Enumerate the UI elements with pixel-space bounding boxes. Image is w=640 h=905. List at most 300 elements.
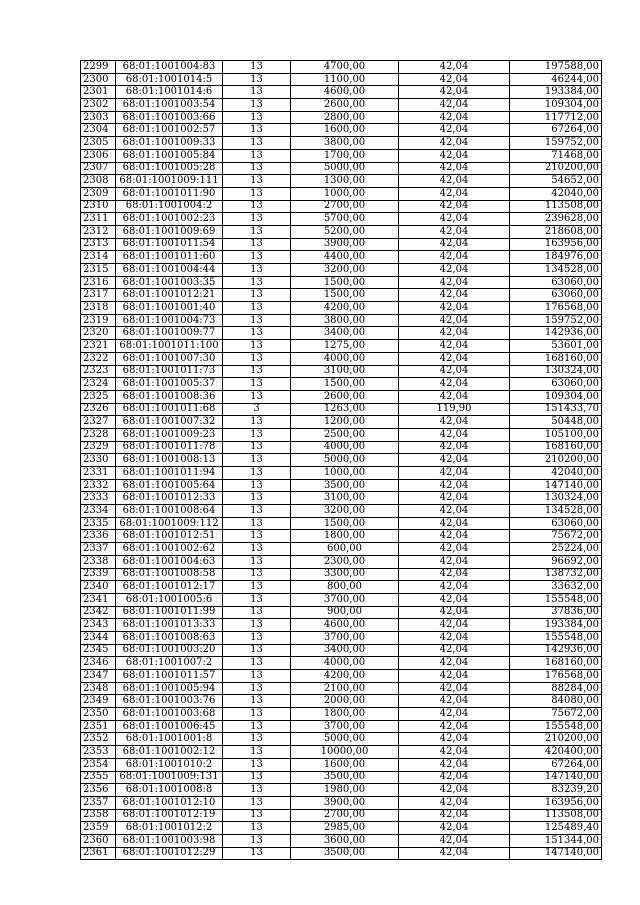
value-cell: 54652,00 bbox=[510, 175, 602, 188]
category-code-cell: 13 bbox=[223, 340, 291, 353]
value-cell: 33632,00 bbox=[510, 581, 602, 594]
row-number-cell: 2324 bbox=[81, 378, 116, 391]
row-number-cell: 2333 bbox=[81, 492, 116, 505]
cadastral-number-cell: 68:01:1001003:35 bbox=[116, 276, 223, 289]
category-code-cell: 13 bbox=[223, 733, 291, 746]
cadastral-number-cell: 68:01:1001009:131 bbox=[116, 771, 223, 784]
category-code-cell: 13 bbox=[223, 264, 291, 277]
row-number-cell: 2356 bbox=[81, 784, 116, 797]
cadastral-number-cell: 68:01:1001009:77 bbox=[116, 327, 223, 340]
area-cell: 1200,00 bbox=[291, 416, 399, 429]
area-cell: 900,00 bbox=[291, 606, 399, 619]
row-number-cell: 2345 bbox=[81, 644, 116, 657]
land-registry-table bbox=[80, 60, 602, 860]
row-number-cell: 2353 bbox=[81, 746, 116, 759]
value-cell: 239628,00 bbox=[510, 213, 602, 226]
area-cell: 5200,00 bbox=[291, 225, 399, 238]
area-cell: 4000,00 bbox=[291, 657, 399, 670]
row-number-cell: 2318 bbox=[81, 302, 116, 315]
value-cell: 151433,70 bbox=[510, 403, 602, 416]
cadastral-number-cell: 68:01:1001005:84 bbox=[116, 149, 223, 162]
area-cell: 3500,00 bbox=[291, 847, 399, 860]
rate-cell: 42,04 bbox=[399, 809, 510, 822]
row-number-cell: 2315 bbox=[81, 264, 116, 277]
rate-cell: 42,04 bbox=[399, 796, 510, 809]
cadastral-number-cell: 68:01:1001003:98 bbox=[116, 834, 223, 847]
category-code-cell: 13 bbox=[223, 581, 291, 594]
cadastral-number-cell: 68:01:1001005:94 bbox=[116, 682, 223, 695]
row-number-cell: 2354 bbox=[81, 758, 116, 771]
value-cell: 176568,00 bbox=[510, 302, 602, 315]
rate-cell: 42,04 bbox=[399, 606, 510, 619]
rate-cell: 42,04 bbox=[399, 670, 510, 683]
rate-cell: 42,04 bbox=[399, 213, 510, 226]
category-code-cell: 13 bbox=[223, 834, 291, 847]
cadastral-number-cell: 68:01:1001008:63 bbox=[116, 631, 223, 644]
area-cell: 5000,00 bbox=[291, 162, 399, 175]
cadastral-number-cell: 68:01:1001009:111 bbox=[116, 175, 223, 188]
table-row bbox=[81, 746, 602, 759]
value-cell: 142936,00 bbox=[510, 327, 602, 340]
table-row bbox=[81, 175, 602, 188]
value-cell: 210200,00 bbox=[510, 733, 602, 746]
rate-cell: 42,04 bbox=[399, 682, 510, 695]
cadastral-number-cell: 68:01:1001008:8 bbox=[116, 784, 223, 797]
table-row bbox=[81, 441, 602, 454]
row-number-cell: 2332 bbox=[81, 479, 116, 492]
table-row bbox=[81, 340, 602, 353]
category-code-cell: 13 bbox=[223, 657, 291, 670]
rate-cell: 42,04 bbox=[399, 644, 510, 657]
row-number-cell: 2330 bbox=[81, 454, 116, 467]
value-cell: 159752,00 bbox=[510, 137, 602, 150]
area-cell: 3800,00 bbox=[291, 314, 399, 327]
cadastral-number-cell: 68:01:1001010:2 bbox=[116, 758, 223, 771]
area-cell: 3100,00 bbox=[291, 365, 399, 378]
area-cell: 4600,00 bbox=[291, 86, 399, 99]
area-cell: 2000,00 bbox=[291, 695, 399, 708]
cadastral-number-cell: 68:01:1001002:57 bbox=[116, 124, 223, 137]
row-number-cell: 2319 bbox=[81, 314, 116, 327]
value-cell: 184976,00 bbox=[510, 251, 602, 264]
value-cell: 168160,00 bbox=[510, 657, 602, 670]
row-number-cell: 2338 bbox=[81, 555, 116, 568]
cadastral-number-cell: 68:01:1001012:2 bbox=[116, 822, 223, 835]
area-cell: 1263,00 bbox=[291, 403, 399, 416]
table-row bbox=[81, 86, 602, 99]
category-code-cell: 13 bbox=[223, 505, 291, 518]
cadastral-number-cell: 68:01:1001013:33 bbox=[116, 619, 223, 632]
category-code-cell: 13 bbox=[223, 467, 291, 480]
table-row bbox=[81, 99, 602, 112]
value-cell: 63060,00 bbox=[510, 378, 602, 391]
area-cell: 1600,00 bbox=[291, 758, 399, 771]
value-cell: 42040,00 bbox=[510, 467, 602, 480]
value-cell: 151344,00 bbox=[510, 834, 602, 847]
rate-cell: 42,04 bbox=[399, 834, 510, 847]
rate-cell: 42,04 bbox=[399, 581, 510, 594]
category-code-cell: 13 bbox=[223, 86, 291, 99]
row-number-cell: 2357 bbox=[81, 796, 116, 809]
table-row bbox=[81, 314, 602, 327]
cadastral-number-cell: 68:01:1001012:17 bbox=[116, 581, 223, 594]
table-row bbox=[81, 403, 602, 416]
value-cell: 147140,00 bbox=[510, 771, 602, 784]
rate-cell: 42,04 bbox=[399, 822, 510, 835]
table-row bbox=[81, 771, 602, 784]
rate-cell: 42,04 bbox=[399, 162, 510, 175]
row-number-cell: 2322 bbox=[81, 352, 116, 365]
value-cell: 109304,00 bbox=[510, 99, 602, 112]
table-row bbox=[81, 467, 602, 480]
rate-cell: 42,04 bbox=[399, 352, 510, 365]
area-cell: 4400,00 bbox=[291, 251, 399, 264]
category-code-cell: 13 bbox=[223, 276, 291, 289]
rate-cell: 42,04 bbox=[399, 428, 510, 441]
row-number-cell: 2299 bbox=[81, 61, 116, 74]
category-code-cell: 13 bbox=[223, 644, 291, 657]
table-row bbox=[81, 733, 602, 746]
row-number-cell: 2316 bbox=[81, 276, 116, 289]
cadastral-number-cell: 68:01:1001011:73 bbox=[116, 365, 223, 378]
category-code-cell: 3 bbox=[223, 403, 291, 416]
rate-cell: 42,04 bbox=[399, 568, 510, 581]
category-code-cell: 13 bbox=[223, 390, 291, 403]
cadastral-number-cell: 68:01:1001011:90 bbox=[116, 187, 223, 200]
cadastral-number-cell: 68:01:1001005:64 bbox=[116, 479, 223, 492]
area-cell: 1500,00 bbox=[291, 378, 399, 391]
value-cell: 84080,00 bbox=[510, 695, 602, 708]
cadastral-number-cell: 68:01:1001003:68 bbox=[116, 708, 223, 721]
category-code-cell: 13 bbox=[223, 213, 291, 226]
table-row bbox=[81, 796, 602, 809]
rate-cell: 42,04 bbox=[399, 784, 510, 797]
cadastral-number-cell: 68:01:1001004:2 bbox=[116, 200, 223, 213]
row-number-cell: 2350 bbox=[81, 708, 116, 721]
table-row bbox=[81, 187, 602, 200]
row-number-cell: 2313 bbox=[81, 238, 116, 251]
row-number-cell: 2360 bbox=[81, 834, 116, 847]
rate-cell: 42,04 bbox=[399, 264, 510, 277]
table-row bbox=[81, 847, 602, 860]
rate-cell: 42,04 bbox=[399, 771, 510, 784]
value-cell: 138732,00 bbox=[510, 568, 602, 581]
row-number-cell: 2310 bbox=[81, 200, 116, 213]
cadastral-number-cell: 68:01:1001012:51 bbox=[116, 530, 223, 543]
category-code-cell: 13 bbox=[223, 302, 291, 315]
cadastral-number-cell: 68:01:1001011:94 bbox=[116, 467, 223, 480]
area-cell: 3200,00 bbox=[291, 505, 399, 518]
category-code-cell: 13 bbox=[223, 555, 291, 568]
table-row bbox=[81, 289, 602, 302]
category-code-cell: 13 bbox=[223, 314, 291, 327]
row-number-cell: 2308 bbox=[81, 175, 116, 188]
rate-cell: 42,04 bbox=[399, 517, 510, 530]
table-row bbox=[81, 644, 602, 657]
row-number-cell: 2321 bbox=[81, 340, 116, 353]
rate-cell: 42,04 bbox=[399, 340, 510, 353]
value-cell: 50448,00 bbox=[510, 416, 602, 429]
rate-cell: 42,04 bbox=[399, 124, 510, 137]
cadastral-number-cell: 68:01:1001009:112 bbox=[116, 517, 223, 530]
rate-cell: 42,04 bbox=[399, 390, 510, 403]
area-cell: 3300,00 bbox=[291, 568, 399, 581]
rate-cell: 42,04 bbox=[399, 619, 510, 632]
cadastral-number-cell: 68:01:1001003:76 bbox=[116, 695, 223, 708]
cadastral-number-cell: 68:01:1001004:44 bbox=[116, 264, 223, 277]
rate-cell: 42,04 bbox=[399, 454, 510, 467]
row-number-cell: 2300 bbox=[81, 73, 116, 86]
area-cell: 1980,00 bbox=[291, 784, 399, 797]
row-number-cell: 2306 bbox=[81, 149, 116, 162]
category-code-cell: 13 bbox=[223, 238, 291, 251]
area-cell: 4000,00 bbox=[291, 441, 399, 454]
rate-cell: 42,04 bbox=[399, 327, 510, 340]
category-code-cell: 13 bbox=[223, 479, 291, 492]
value-cell: 63060,00 bbox=[510, 517, 602, 530]
area-cell: 1100,00 bbox=[291, 73, 399, 86]
area-cell: 1000,00 bbox=[291, 467, 399, 480]
rate-cell: 42,04 bbox=[399, 631, 510, 644]
row-number-cell: 2358 bbox=[81, 809, 116, 822]
rate-cell: 42,04 bbox=[399, 111, 510, 124]
value-cell: 155548,00 bbox=[510, 593, 602, 606]
rate-cell: 42,04 bbox=[399, 302, 510, 315]
rate-cell: 42,04 bbox=[399, 289, 510, 302]
category-code-cell: 13 bbox=[223, 492, 291, 505]
row-number-cell: 2320 bbox=[81, 327, 116, 340]
area-cell: 3800,00 bbox=[291, 137, 399, 150]
row-number-cell: 2326 bbox=[81, 403, 116, 416]
value-cell: 197588,00 bbox=[510, 61, 602, 74]
row-number-cell: 2301 bbox=[81, 86, 116, 99]
category-code-cell: 13 bbox=[223, 225, 291, 238]
category-code-cell: 13 bbox=[223, 175, 291, 188]
table-row bbox=[81, 822, 602, 835]
rate-cell: 42,04 bbox=[399, 225, 510, 238]
table-row bbox=[81, 479, 602, 492]
area-cell: 3500,00 bbox=[291, 771, 399, 784]
cadastral-number-cell: 68:01:1001001:40 bbox=[116, 302, 223, 315]
row-number-cell: 2327 bbox=[81, 416, 116, 429]
area-cell: 3700,00 bbox=[291, 593, 399, 606]
value-cell: 105100,00 bbox=[510, 428, 602, 441]
table-row bbox=[81, 606, 602, 619]
category-code-cell: 13 bbox=[223, 251, 291, 264]
row-number-cell: 2307 bbox=[81, 162, 116, 175]
cadastral-number-cell: 68:01:1001011:54 bbox=[116, 238, 223, 251]
area-cell: 3900,00 bbox=[291, 238, 399, 251]
row-number-cell: 2334 bbox=[81, 505, 116, 518]
rate-cell: 42,04 bbox=[399, 708, 510, 721]
cadastral-number-cell: 68:01:1001002:12 bbox=[116, 746, 223, 759]
value-cell: 134528,00 bbox=[510, 264, 602, 277]
row-number-cell: 2312 bbox=[81, 225, 116, 238]
value-cell: 168160,00 bbox=[510, 441, 602, 454]
rate-cell: 42,04 bbox=[399, 543, 510, 556]
category-code-cell: 13 bbox=[223, 682, 291, 695]
rate-cell: 42,04 bbox=[399, 314, 510, 327]
area-cell: 3600,00 bbox=[291, 834, 399, 847]
row-number-cell: 2340 bbox=[81, 581, 116, 594]
category-code-cell: 13 bbox=[223, 327, 291, 340]
rate-cell: 42,04 bbox=[399, 276, 510, 289]
value-cell: 134528,00 bbox=[510, 505, 602, 518]
table-row bbox=[81, 73, 602, 86]
area-cell: 1500,00 bbox=[291, 517, 399, 530]
area-cell: 2600,00 bbox=[291, 99, 399, 112]
table-row bbox=[81, 670, 602, 683]
category-code-cell: 13 bbox=[223, 61, 291, 74]
cadastral-number-cell: 68:01:1001006:45 bbox=[116, 720, 223, 733]
table-row bbox=[81, 657, 602, 670]
area-cell: 10000,00 bbox=[291, 746, 399, 759]
row-number-cell: 2342 bbox=[81, 606, 116, 619]
category-code-cell: 13 bbox=[223, 73, 291, 86]
area-cell: 2100,00 bbox=[291, 682, 399, 695]
rate-cell: 42,04 bbox=[399, 720, 510, 733]
category-code-cell: 13 bbox=[223, 517, 291, 530]
value-cell: 46244,00 bbox=[510, 73, 602, 86]
rate-cell: 42,04 bbox=[399, 492, 510, 505]
table-row bbox=[81, 543, 602, 556]
row-number-cell: 2359 bbox=[81, 822, 116, 835]
rate-cell: 42,04 bbox=[399, 847, 510, 860]
area-cell: 3400,00 bbox=[291, 327, 399, 340]
category-code-cell: 13 bbox=[223, 593, 291, 606]
table-row bbox=[81, 784, 602, 797]
rate-cell: 42,04 bbox=[399, 175, 510, 188]
cadastral-number-cell: 68:01:1001009:33 bbox=[116, 137, 223, 150]
value-cell: 193384,00 bbox=[510, 619, 602, 632]
row-number-cell: 2309 bbox=[81, 187, 116, 200]
value-cell: 63060,00 bbox=[510, 289, 602, 302]
rate-cell: 42,04 bbox=[399, 61, 510, 74]
row-number-cell: 2325 bbox=[81, 390, 116, 403]
table-row bbox=[81, 327, 602, 340]
cadastral-number-cell: 68:01:1001005:6 bbox=[116, 593, 223, 606]
rate-cell: 42,04 bbox=[399, 86, 510, 99]
category-code-cell: 13 bbox=[223, 631, 291, 644]
table-body bbox=[81, 61, 602, 860]
cadastral-number-cell: 68:01:1001004:73 bbox=[116, 314, 223, 327]
row-number-cell: 2343 bbox=[81, 619, 116, 632]
value-cell: 96692,00 bbox=[510, 555, 602, 568]
row-number-cell: 2347 bbox=[81, 670, 116, 683]
row-number-cell: 2337 bbox=[81, 543, 116, 556]
area-cell: 4200,00 bbox=[291, 302, 399, 315]
row-number-cell: 2348 bbox=[81, 682, 116, 695]
row-number-cell: 2304 bbox=[81, 124, 116, 137]
table-row bbox=[81, 213, 602, 226]
category-code-cell: 13 bbox=[223, 670, 291, 683]
table-row bbox=[81, 378, 602, 391]
area-cell: 800,00 bbox=[291, 581, 399, 594]
value-cell: 113508,00 bbox=[510, 200, 602, 213]
category-code-cell: 13 bbox=[223, 847, 291, 860]
table-row bbox=[81, 593, 602, 606]
rate-cell: 42,04 bbox=[399, 695, 510, 708]
table-row bbox=[81, 428, 602, 441]
rate-cell: 42,04 bbox=[399, 593, 510, 606]
category-code-cell: 13 bbox=[223, 746, 291, 759]
rate-cell: 42,04 bbox=[399, 555, 510, 568]
value-cell: 117712,00 bbox=[510, 111, 602, 124]
value-cell: 193384,00 bbox=[510, 86, 602, 99]
cadastral-number-cell: 68:01:1001004:83 bbox=[116, 61, 223, 74]
value-cell: 147140,00 bbox=[510, 479, 602, 492]
area-cell: 1000,00 bbox=[291, 187, 399, 200]
cadastral-number-cell: 68:01:1001003:66 bbox=[116, 111, 223, 124]
rate-cell: 42,04 bbox=[399, 200, 510, 213]
value-cell: 83239,20 bbox=[510, 784, 602, 797]
area-cell: 5000,00 bbox=[291, 733, 399, 746]
cadastral-number-cell: 68:01:1001008:58 bbox=[116, 568, 223, 581]
category-code-cell: 13 bbox=[223, 695, 291, 708]
cadastral-number-cell: 68:01:1001009:23 bbox=[116, 428, 223, 441]
table-row bbox=[81, 238, 602, 251]
row-number-cell: 2349 bbox=[81, 695, 116, 708]
row-number-cell: 2352 bbox=[81, 733, 116, 746]
area-cell: 2700,00 bbox=[291, 809, 399, 822]
cadastral-number-cell: 68:01:1001003:54 bbox=[116, 99, 223, 112]
table-row bbox=[81, 251, 602, 264]
value-cell: 147140,00 bbox=[510, 847, 602, 860]
table-row bbox=[81, 124, 602, 137]
area-cell: 1275,00 bbox=[291, 340, 399, 353]
value-cell: 125489,40 bbox=[510, 822, 602, 835]
value-cell: 71468,00 bbox=[510, 149, 602, 162]
rate-cell: 42,04 bbox=[399, 99, 510, 112]
area-cell: 3200,00 bbox=[291, 264, 399, 277]
cadastral-number-cell: 68:01:1001012:10 bbox=[116, 796, 223, 809]
rate-cell: 42,04 bbox=[399, 758, 510, 771]
row-number-cell: 2305 bbox=[81, 137, 116, 150]
table-row bbox=[81, 631, 602, 644]
table-row bbox=[81, 137, 602, 150]
row-number-cell: 2346 bbox=[81, 657, 116, 670]
row-number-cell: 2317 bbox=[81, 289, 116, 302]
rate-cell: 42,04 bbox=[399, 149, 510, 162]
row-number-cell: 2302 bbox=[81, 99, 116, 112]
category-code-cell: 13 bbox=[223, 606, 291, 619]
table-row bbox=[81, 200, 602, 213]
cadastral-number-cell: 68:01:1001005:37 bbox=[116, 378, 223, 391]
cadastral-number-cell: 68:01:1001011:99 bbox=[116, 606, 223, 619]
category-code-cell: 13 bbox=[223, 822, 291, 835]
rate-cell: 42,04 bbox=[399, 416, 510, 429]
category-code-cell: 13 bbox=[223, 454, 291, 467]
area-cell: 3400,00 bbox=[291, 644, 399, 657]
category-code-cell: 13 bbox=[223, 289, 291, 302]
area-cell: 4200,00 bbox=[291, 670, 399, 683]
value-cell: 53601,00 bbox=[510, 340, 602, 353]
area-cell: 5000,00 bbox=[291, 454, 399, 467]
area-cell: 4000,00 bbox=[291, 352, 399, 365]
value-cell: 63060,00 bbox=[510, 276, 602, 289]
value-cell: 37836,00 bbox=[510, 606, 602, 619]
cadastral-number-cell: 68:01:1001009:69 bbox=[116, 225, 223, 238]
category-code-cell: 13 bbox=[223, 149, 291, 162]
row-number-cell: 2339 bbox=[81, 568, 116, 581]
rate-cell: 42,04 bbox=[399, 530, 510, 543]
row-number-cell: 2328 bbox=[81, 428, 116, 441]
category-code-cell: 13 bbox=[223, 187, 291, 200]
table-row bbox=[81, 276, 602, 289]
value-cell: 210200,00 bbox=[510, 162, 602, 175]
rate-cell: 42,04 bbox=[399, 137, 510, 150]
area-cell: 1300,00 bbox=[291, 175, 399, 188]
